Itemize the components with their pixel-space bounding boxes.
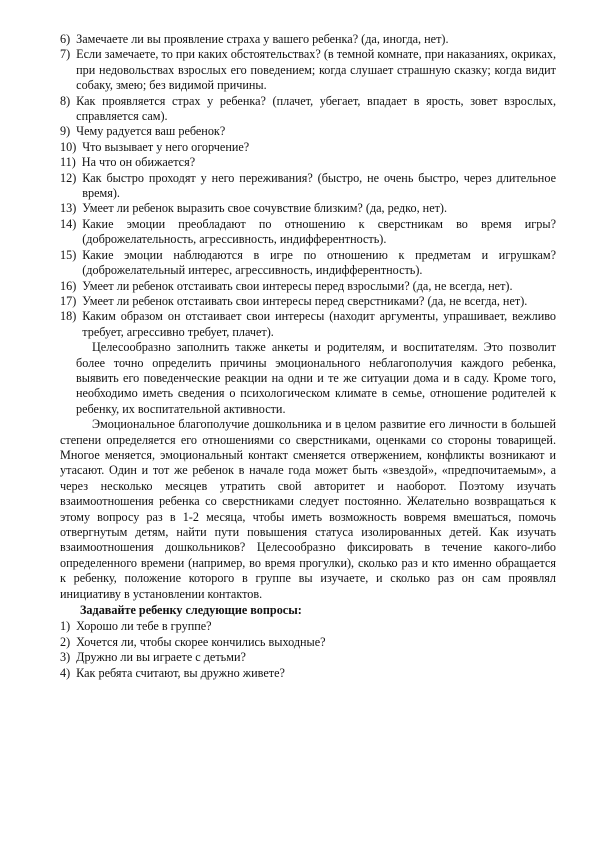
paragraph-relationships: Эмоциональное благополучие дошкольника и в целом развитие его личности в большей степени определяется его отношениями со сверстниками, оценками со стороны товарищей. Многое меняется, эмоциональный контакт сменяется отвержением, конфликты возникают и утасают. Один и тот же ребенок в начале года может быть «звездой», «предпочитаемым», а через несколько месяцев утратить свой авторитет и наоборот. Поэтому изучать взаимоотношения ребенка со сверстниками следует постоянно. Желательно возвращаться к этому вопросу раз в 1-2 месяца, чтобы иметь возможность вовремя вмешаться, помочь отвергнутым детям, найти пути повышения статуса изолированных детей. Как изучать взаимоотношения дошкольников? Целесообразно фиксировать в течение какого-либо определенного времени (например, во время прогулки), сколько раз и кто именно обращается к ребенку, положение которого в группе вы изучаете, и сколько раз он сам проявлял инициативу в установлении контактов. <box>60 417 556 601</box>
list-item: 4) Как ребята считают, вы дружно живете? <box>60 665 285 680</box>
list-item: 3) Дружно ли вы играете с детьми? <box>60 650 246 665</box>
list-item: 11) На что он обижается? <box>60 155 196 170</box>
list-item: 8) Как проявляется страх у ребенка? (плачет, убегает, впадает в ярость, зовет взрослых, справляется сам). <box>60 93 556 124</box>
list-item: 17) Умеет ли ребенок отстаивать свои интересы перед сверстниками? (да, не всегда, нет). <box>60 293 528 308</box>
list-item: 10) Что вызывает у него огорчение? <box>60 139 250 154</box>
list-item: 7) Если замечаете, то при каких обстоятельствах? (в темной комнате, при наказаниях, окриках, при недовольствах взрослых его поведением; когда слушает страшную сказку; когда видит собаку, змею; без видимой причины. <box>60 47 556 93</box>
list-item: 2) Хочется ли, чтобы скорее кончились выходные? <box>60 634 326 649</box>
section-heading: Задавайте ребенку следующие вопросы: <box>80 603 302 618</box>
list-item: 1) Хорошо ли тебе в группе? <box>60 619 212 634</box>
child-questions-list <box>60 619 556 681</box>
list-item: 6) Замечаете ли вы проявление страха у вашего ребенка? (да, иногда, нет). <box>60 32 449 46</box>
parent-questionnaire-list <box>60 32 556 340</box>
list-item: 15) Какие эмоции наблюдаются в игре по отношению к предметам и игрушкам? (доброжелательный интерес, агрессивность, индифферентность). <box>60 247 556 278</box>
list-item: 16) Умеет ли ребенок отстаивать свои интересы перед взрослыми? (да, не всегда, нет). <box>60 278 513 293</box>
list-item: 12) Как быстро проходят у него переживания? (быстро, не очень быстро, через длительное время). <box>60 170 556 201</box>
list-item: 13) Умеет ли ребенок выразить свое сочувствие близким? (да, редко, нет). <box>60 201 448 216</box>
list-item: 18) Каким образом он отстаивает свои интересы (находит аргументы, упрашивает, вежливо требует, агрессивно требует, плачет). <box>60 309 556 339</box>
document-page <box>60 32 556 681</box>
list-item: 9) Чему радуется ваш ребенок? <box>60 124 226 139</box>
paragraph-questionnaires: Целесообразно заполнить также анкеты и родителям, и воспитателям. Это позволит более точно определить причины эмоционального неблагополучия каждого ребенка, выявить его поведенческие реакции на одни и те же ситуации дома и в саду. Кроме того, необходимо иметь сведения о психологическом климате в семье, отношение родителей к ребенку, их воспитательной активности. <box>76 340 556 416</box>
list-item: 14) Какие эмоции преобладают по отношению к сверстникам во время игры? (доброжелательность, агрессивность, индифферентность). <box>60 216 556 247</box>
